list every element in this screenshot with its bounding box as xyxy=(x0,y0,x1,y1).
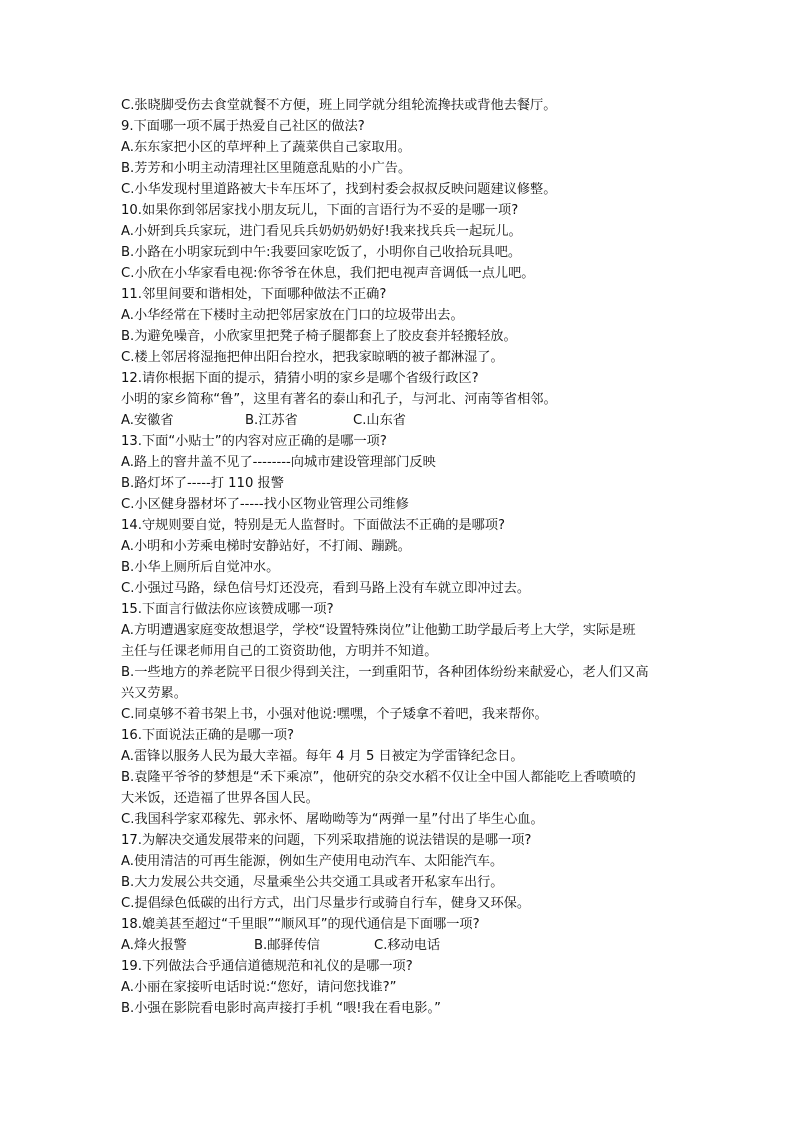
option-line: C.小华发现村里道路被大卡车压坏了，找到村委会叔叔反映问题建议修整。 xyxy=(121,182,557,197)
question-18: 18.媲美甚至超过“千里眼”“顺风耳”的现代通信是下面哪一项? xyxy=(121,917,480,932)
option-c: C.山东省 xyxy=(353,413,406,428)
text-line: C.张晓脚受伤去食堂就餐不方便，班上同学就分组轮流搀扶或背他去餐厅。 xyxy=(121,98,557,113)
question-13: 13.下面“小贴士”的内容对应正确的是哪一项? xyxy=(121,434,387,449)
option-line: A.使用清洁的可再生能源，例如生产使用电动汽车、太阳能汽车。 xyxy=(121,854,504,869)
option-b: B.邮驿传信 xyxy=(254,938,320,953)
option-line: A.雷锋以服务人民为最大幸福。每年 4 月 5 日被定为学雷锋纪念日。 xyxy=(121,749,524,764)
option-a: A.安徽省 xyxy=(121,413,174,428)
option-line: A.东东家把小区的草坪种上了蔬菜供自己家取用。 xyxy=(121,140,411,155)
option-line: 大米饭，还造福了世界各国人民。 xyxy=(121,791,319,806)
option-a: A.烽火报警 xyxy=(121,938,187,953)
question-14: 14.守规则要自觉，特别是无人监督时。下面做法不正确的是哪项? xyxy=(121,518,506,533)
option-line: C.小区健身器材坏了-----找小区物业管理公司维修 xyxy=(121,497,409,512)
option-line: A.方明遭遇家庭变故想退学，学校“设置特殊岗位”让他勤工助学最后考上大学，实际是班 xyxy=(121,623,636,638)
option-line: B.一些地方的养老院平日很少得到关注，一到重阳节，各种团体纷纷来献爱心，老人们又高 xyxy=(121,665,649,680)
option-line: 兴又劳累。 xyxy=(121,686,187,701)
question-16: 16.下面说法正确的是哪一项? xyxy=(121,728,295,743)
option-line: A.小妍到兵兵家玩，进门看见兵兵奶奶奶奶好!我来找兵兵一起玩儿。 xyxy=(121,224,522,239)
q18-options-row xyxy=(121,936,691,956)
option-line: A.小丽在家接听电话时说:“您好，请问您找谁?” xyxy=(121,980,397,995)
question-10: 10.如果你到邻居家找小朋友玩儿，下面的言语行为不妥的是哪一项? xyxy=(121,203,519,218)
option-line: B.路灯坏了-----打 110 报警 xyxy=(121,476,284,491)
question-19: 19.下列做法合乎通信道德规范和礼仪的是哪一项? xyxy=(121,959,413,974)
question-17: 17.为解决交通发展带来的问题，下列采取措施的说法错误的是哪一项? xyxy=(121,833,532,848)
option-line: B.小华上厕所后自觉冲水。 xyxy=(121,560,280,575)
option-line: B.袁隆平爷爷的梦想是“禾下乘凉”，他研究的杂交水稻不仅让全中国人都能吃上香喷喷的 xyxy=(121,770,636,785)
question-15: 15.下面言行做法你应该赞成哪一项? xyxy=(121,602,334,617)
question-12: 12.请你根据下面的提示，猜猜小明的家乡是哪个省级行政区? xyxy=(121,371,479,386)
question-9: 9.下面哪一项不属于热爱自己社区的做法? xyxy=(121,119,365,134)
option-line: A.小华经常在下楼时主动把邻居家放在门口的垃圾带出去。 xyxy=(121,308,464,323)
option-line: B.芳芳和小明主动清理社区里随意乱贴的小广告。 xyxy=(121,161,412,176)
option-line: C.提倡绿色低碳的出行方式，出门尽量步行或骑自行车，健身又环保。 xyxy=(121,896,531,911)
option-line: B.小强在影院看电影时高声接打手机 “喂!我在看电影。” xyxy=(121,1001,441,1016)
option-line: C.小欣在小华家看电视:你爷爷在休息，我们把电视声音调低一点儿吧。 xyxy=(121,266,535,281)
option-line: C.我国科学家邓稼先、郭永怀、屠呦呦等为“两弹一星”付出了毕生心血。 xyxy=(121,812,544,827)
option-line: C.同桌够不着书架上书，小强对他说:嘿嘿，个子矮拿不着吧，我来帮你。 xyxy=(121,707,548,722)
option-line: C.小强过马路，绿色信号灯还没亮，看到马路上没有车就立即冲过去。 xyxy=(121,581,531,596)
option-b: B.江苏省 xyxy=(245,413,298,428)
option-line: B.大力发展公共交通，尽量乘坐公共交通工具或者开私家车出行。 xyxy=(121,875,504,890)
option-line: A.小明和小芳乘电梯时安静站好，不打闹、蹦跳。 xyxy=(121,539,411,554)
option-line: 主任与任课老师用自己的工资资助他，方明并不知道。 xyxy=(121,644,438,659)
option-line: C.楼上邻居将湿拖把伸出阳台控水，把我家晾晒的被子都淋湿了。 xyxy=(121,350,504,365)
option-line: B.为避免噪音，小欣家里把凳子椅子腿都套上了胶皮套并轻搬轻放。 xyxy=(121,329,517,344)
option-line: A.路上的窨井盖不见了--------向城市建设管理部门反映 xyxy=(121,455,436,470)
option-c: C.移动电话 xyxy=(374,938,441,953)
question-11: 11.邻里间要和谐相处，下面哪种做法不正确? xyxy=(121,287,387,302)
option-line: B.小路在小明家玩到中午:我要回家吃饭了，小明你自己收拾玩具吧。 xyxy=(121,245,522,260)
q12-options-row xyxy=(121,411,691,431)
text-line: 小明的家乡简称“鲁”，这里有著名的泰山和孔子，与河北、河南等省相邻。 xyxy=(121,392,557,407)
